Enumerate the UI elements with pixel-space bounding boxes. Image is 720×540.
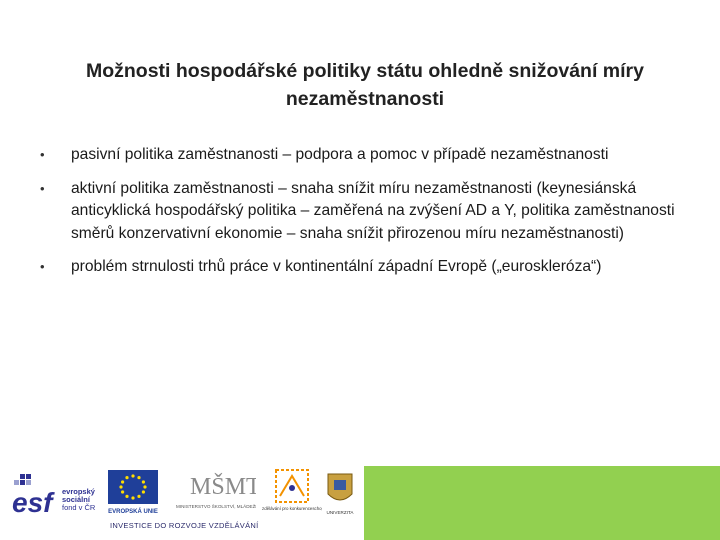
op-caption: zdělávání pro konkurencescho xyxy=(262,506,322,511)
msmt-mark: MŠMT xyxy=(190,474,256,500)
esf-logo-graphic xyxy=(12,470,102,520)
bullet-text: pasivní politika zaměstnanosti – podpora a pomoc v případě nezaměstnanosti xyxy=(71,146,609,163)
bullet-item xyxy=(40,256,695,279)
university-caption: UNIVERZITA xyxy=(326,510,354,515)
msmt-caption: MINISTERSTVO ŠKOLSTVÍ, MLÁDEŽ xyxy=(176,504,256,509)
esf-mark: esf xyxy=(12,487,53,518)
footer-green-panel xyxy=(364,466,720,540)
bullet-text: aktivní politika zaměstnanosti – snaha snížit míru nezaměstnanosti (keynesiánská anticyklická hospodářský politika – zaměřená na zvýšení AD a Y, politika zaměstnanosti směrů konzervativní ekonomie – snaha snížit přirozenou míru nezaměstnanosti) xyxy=(71,179,675,242)
esf-line2: sociální xyxy=(62,495,90,504)
op-logo-graphic xyxy=(262,468,322,520)
bullet-item xyxy=(40,144,695,167)
university-crest-icon xyxy=(322,470,358,522)
bullet-item xyxy=(40,178,695,246)
bullet-marker: • xyxy=(40,147,45,162)
bullet-marker: • xyxy=(40,180,45,196)
eu-caption: EVROPSKÁ UNIE xyxy=(108,509,158,515)
msmt-logo-graphic xyxy=(172,468,256,520)
footer-caption: INVESTICE DO ROZVOJE VZDĚLÁVÁNÍ xyxy=(110,521,259,530)
esf-line3: fond v ČR xyxy=(62,503,96,512)
university-logo xyxy=(322,470,358,522)
bullet-text: problém strnulosti trhů práce v kontinentální západní Evropě („euroskleróza“) xyxy=(71,258,602,275)
bullet-list xyxy=(40,144,695,290)
op-logo xyxy=(262,468,322,520)
esf-line1: evropský xyxy=(62,487,95,496)
esf-logo xyxy=(12,470,102,520)
msmt-logo xyxy=(172,468,256,520)
slide-title: Možnosti hospodářské politiky státu ohledně snižování míry nezaměstnanosti xyxy=(85,60,644,111)
bullet-marker: • xyxy=(40,259,45,274)
eu-logo xyxy=(106,470,161,516)
eu-flag-icon xyxy=(106,470,161,516)
